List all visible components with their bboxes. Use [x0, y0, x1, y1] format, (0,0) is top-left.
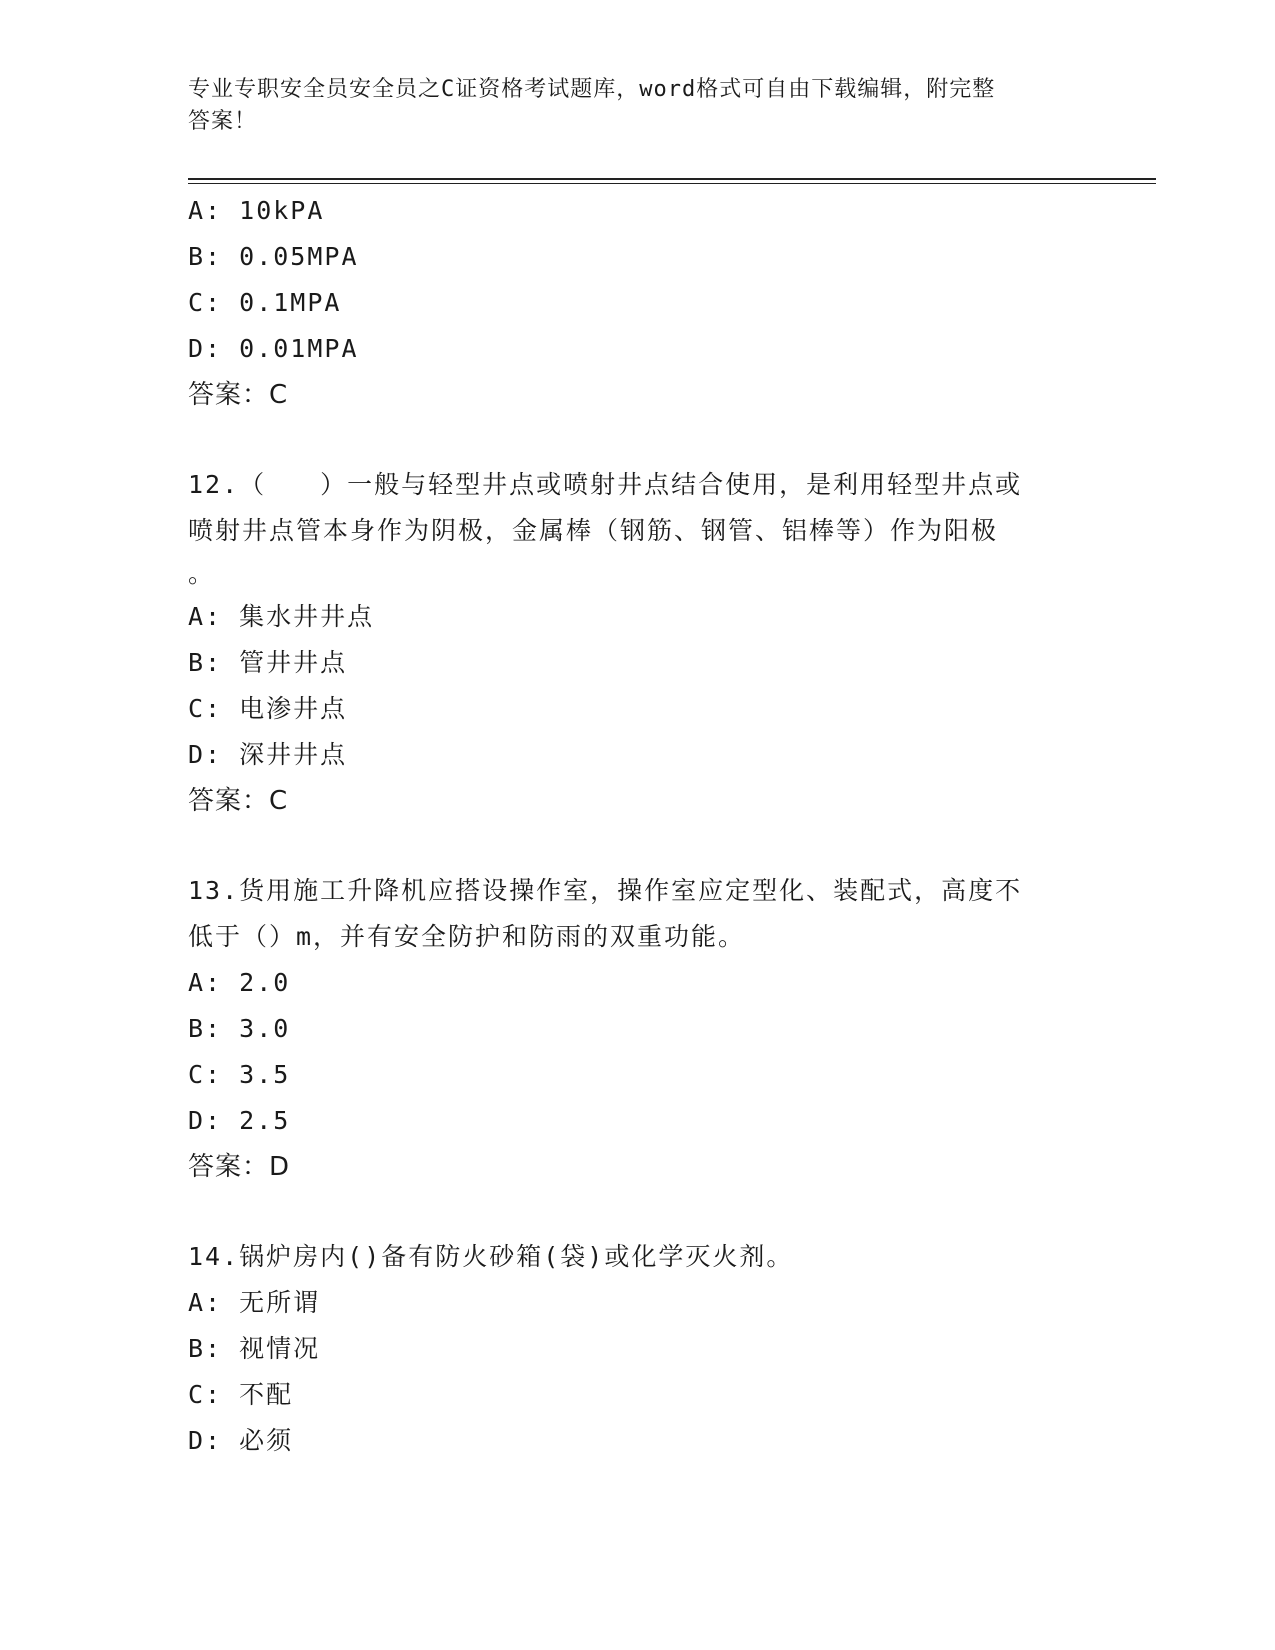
option-a: A: 无所谓	[188, 1288, 321, 1317]
option-a: A: 集水井井点	[188, 602, 375, 631]
answer: 答案：C	[188, 380, 289, 410]
answer: 答案：C	[188, 786, 289, 816]
option-b: B: 管井井点	[188, 648, 348, 677]
option-b: B: 视情况	[188, 1334, 321, 1363]
question-text-line-2: 喷射井点管本身作为阴极，金属棒（钢筋、钢管、铝棒等）作为阳极	[188, 516, 999, 545]
question-11	[188, 188, 1088, 418]
header-line-1: 专业专职安全员安全员之C证资格考试题库，word格式可自由下载编辑，附完整	[188, 77, 996, 102]
question-text-line-1: 14.锅炉房内()备有防火砂箱(袋)或化学灭火剂。	[188, 1242, 794, 1271]
question-text-line-1: 12.（ ）一般与轻型井点或喷射井点结合使用，是利用轻型井点或	[188, 470, 1023, 499]
question-text-line-3: 。	[188, 559, 216, 588]
answer: 答案：D	[188, 1152, 291, 1182]
header-divider-thin	[188, 183, 1156, 184]
option-d: D: 2.5	[188, 1106, 291, 1135]
page-header	[188, 74, 1068, 138]
question-14	[188, 1234, 1088, 1464]
spacer	[188, 824, 1088, 868]
option-d: D: 深井井点	[188, 740, 348, 769]
option-a: A: 10kPA	[188, 196, 325, 225]
question-list	[188, 188, 1088, 1464]
option-d: D: 0.01MPA	[188, 334, 359, 363]
question-text-line-1: 13.货用施工升降机应搭设操作室，操作室应定型化、装配式，高度不	[188, 876, 1023, 905]
option-b: B: 0.05MPA	[188, 242, 359, 271]
option-d: D: 必须	[188, 1426, 294, 1455]
spacer	[188, 1190, 1088, 1234]
option-c: C: 3.5	[188, 1060, 291, 1089]
option-a: A: 2.0	[188, 968, 291, 997]
header-line-2: 答案！	[188, 109, 258, 134]
question-text-line-2: 低于（）m，并有安全防护和防雨的双重功能。	[188, 922, 746, 951]
option-c: C: 0.1MPA	[188, 288, 342, 317]
header-divider-thick	[188, 178, 1156, 180]
option-c: C: 不配	[188, 1380, 294, 1409]
option-b: B: 3.0	[188, 1014, 291, 1043]
option-c: C: 电渗井点	[188, 694, 348, 723]
question-13	[188, 868, 1088, 1190]
spacer	[188, 418, 1088, 462]
question-12	[188, 462, 1088, 824]
